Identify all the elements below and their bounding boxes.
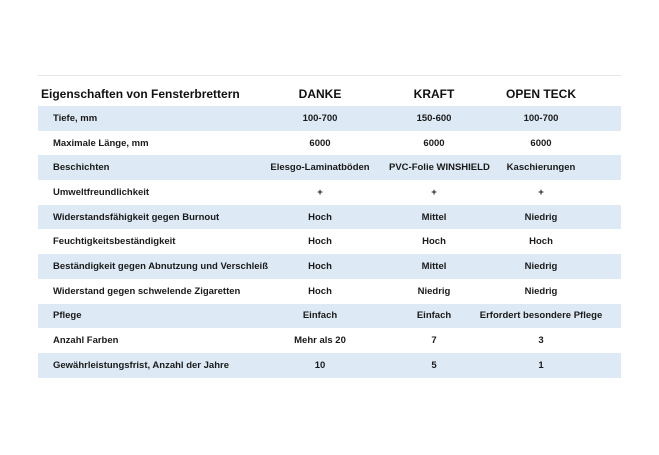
row-value-kraft: 6000 — [423, 137, 445, 149]
row-value-kraft: Hoch — [422, 236, 446, 248]
row-value-open-teck: Niedrig — [524, 211, 558, 223]
row-property: Anzahl Farben — [53, 335, 119, 347]
row-value-kraft: 5 — [431, 359, 437, 371]
row-value-open-teck: Niedrig — [524, 285, 558, 297]
table-row — [38, 254, 621, 279]
table-row — [38, 304, 621, 329]
header-property: Eigenschaften von Fensterbrettern — [41, 87, 240, 101]
row-value-danke: + — [317, 186, 323, 198]
table-row — [38, 229, 621, 254]
row-property: Beschichten — [53, 162, 110, 174]
row-value-danke: Einfach — [302, 310, 338, 322]
row-property: Beständigkeit gegen Abnutzung und Verschleiß — [53, 260, 269, 272]
table-header-row — [38, 82, 621, 106]
row-property: Gewährleistungsfrist, Anzahl der Jahre — [53, 359, 229, 371]
row-value-danke: Mehr als 20 — [294, 335, 346, 347]
row-value-open-teck: + — [538, 186, 544, 198]
row-property: Umweltfreundlichkeit — [53, 186, 150, 198]
row-value-danke: 6000 — [309, 137, 331, 149]
top-divider — [38, 75, 621, 76]
row-value-kraft: + — [431, 186, 437, 198]
table-row — [38, 106, 621, 131]
row-value-open-teck: 6000 — [530, 137, 552, 149]
row-value-danke: Hoch — [308, 285, 332, 297]
header-brand-kraft: KRAFT — [413, 87, 455, 101]
row-property: Tiefe, mm — [53, 112, 98, 124]
row-value-kraft: Mittel — [421, 211, 447, 223]
row-value-kraft: 150-600 — [416, 112, 452, 124]
header-brand-danke: DANKE — [298, 87, 342, 101]
table-row — [38, 353, 621, 378]
row-property: Maximale Länge, mm — [53, 137, 149, 149]
row-property: Widerstandsfähigkeit gegen Burnout — [53, 211, 220, 223]
table-row — [38, 155, 621, 180]
row-property: Feuchtigkeitsbeständigkeit — [53, 236, 176, 248]
row-value-danke: 10 — [314, 359, 326, 371]
row-value-danke: Hoch — [308, 211, 332, 223]
comparison-table — [38, 82, 621, 378]
row-value-open-teck: Erfordert besondere Pflege — [479, 310, 603, 322]
row-value-open-teck: Kaschierungen — [506, 162, 576, 174]
row-value-danke: Hoch — [308, 260, 332, 272]
row-value-kraft: Einfach — [416, 310, 452, 322]
row-value-open-teck: 1 — [538, 359, 544, 371]
row-value-kraft: PVC-Folie WINSHIELD — [389, 162, 490, 174]
row-value-open-teck: 3 — [538, 335, 544, 347]
row-value-open-teck: 100-700 — [523, 112, 559, 124]
table-row — [38, 205, 621, 230]
row-property: Pflege — [53, 310, 82, 322]
table-row — [38, 328, 621, 353]
row-value-danke: Elesgo-Laminatböden — [270, 162, 370, 174]
row-value-kraft: Mittel — [421, 260, 447, 272]
table-row — [38, 131, 621, 156]
row-property: Widerstand gegen schwelende Zigaretten — [53, 285, 241, 297]
row-value-open-teck: Niedrig — [524, 260, 558, 272]
header-brand-open-teck: OPEN TECK — [505, 87, 576, 101]
row-value-kraft: 7 — [431, 335, 437, 347]
row-value-danke: Hoch — [308, 236, 332, 248]
table-row — [38, 180, 621, 205]
table-row — [38, 279, 621, 304]
row-value-open-teck: Hoch — [529, 236, 553, 248]
row-value-danke: 100-700 — [302, 112, 338, 124]
row-value-kraft: Niedrig — [417, 285, 451, 297]
